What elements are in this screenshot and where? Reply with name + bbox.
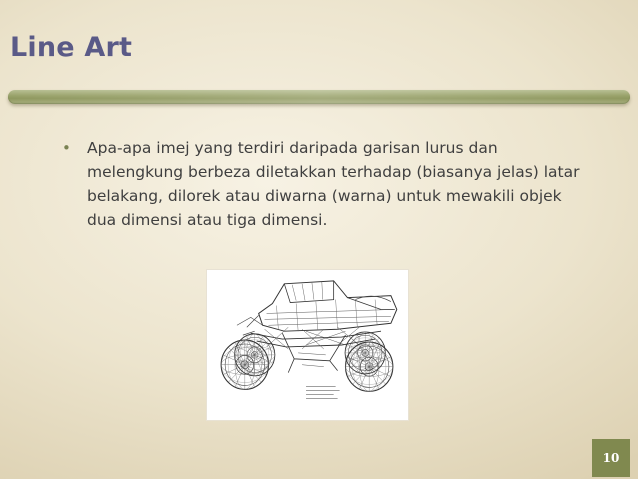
bullet-list [62, 136, 582, 232]
slide-title: Line Art [10, 32, 133, 63]
bullet-marker: • [62, 139, 71, 157]
spec-text-lines [306, 386, 340, 398]
title-underline-bar [8, 90, 630, 104]
page-number-badge: 10 [592, 439, 630, 477]
rear-tire-near [221, 340, 268, 389]
monster-truck-line-art-image [206, 269, 409, 421]
bullet-text: Apa-apa imej yang terdiri daripada garisan lurus dan melengkung berbeza diletakkan terhadap (biasanya jelas) latar belakang, dilorek atau diwarna (warna) untuk mewakili objek dua dimensi atau tiga dimensi. [87, 139, 580, 229]
monster-truck-drawing [207, 270, 408, 420]
front-tire-near [345, 342, 392, 391]
bullet-item [62, 136, 582, 232]
